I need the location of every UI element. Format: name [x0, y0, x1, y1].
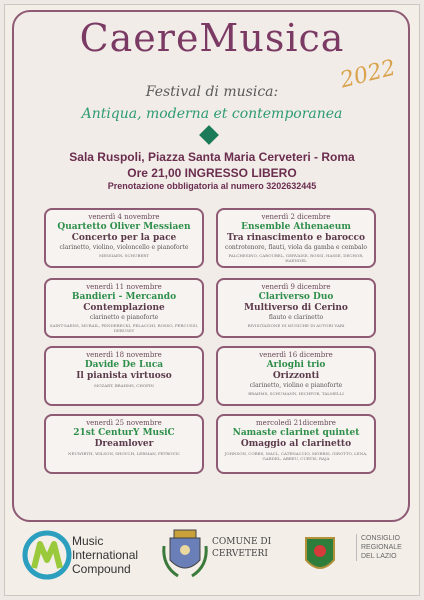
festival-title: CaereMusica: [79, 16, 345, 60]
mic-line-1: Music: [72, 534, 104, 548]
comune-line-1: COMUNE DI: [212, 537, 272, 547]
event-composers: PALCHESINO, CAROUBEL, GERVAISE, ROSSI, HASSE, DECHOR, HAENDEL: [228, 253, 364, 263]
event-theme: Multiverso di Cerino: [244, 303, 348, 313]
festival-subtitle: Antiqua, moderna et contemporanea: [81, 106, 343, 122]
event-performer: Bandieri - Mercando: [71, 292, 177, 302]
event-date: venerdì 4 novembre: [88, 213, 160, 221]
regione-line-2: REGIONALE: [361, 544, 402, 551]
event-performer: Namaste clarinet quintet: [232, 428, 360, 438]
event-instruments: controtenore, flauti, viola da gamba e cembalo: [224, 244, 368, 251]
event-theme: Orizzonti: [272, 371, 320, 381]
event-card: [216, 346, 376, 406]
event-theme: Concerto per la pace: [71, 233, 177, 243]
event-theme: Dreamlover: [94, 439, 154, 449]
event-date: venerdì 11 novembre: [86, 283, 162, 291]
event-instruments: clarinetto e pianoforte: [89, 314, 159, 321]
event-performer: Clariverso Duo: [258, 292, 334, 302]
comune-logo-text: [212, 536, 271, 560]
event-card: [44, 414, 204, 474]
event-card: [44, 278, 204, 338]
event-instruments: flauto e clarinetto: [268, 314, 324, 321]
event-date: venerdì 16 dicembre: [259, 351, 333, 359]
regione-logo-text: [356, 534, 402, 561]
event-date: venerdì 18 novembre: [86, 351, 162, 359]
event-card: [44, 346, 204, 406]
event-performer: Arloghi trio: [266, 360, 326, 370]
regione-lazio-crest-icon: [300, 534, 340, 578]
event-composers: RIVISITAZIONE DI MUSICHE DI AUTORI VARI: [247, 323, 345, 328]
cerveteri-crest-icon: [160, 526, 210, 582]
event-card: [216, 278, 376, 338]
event-composers: NEUWIRTH, WILSON, SHOVCH, LERMAN, PETROVIC: [67, 451, 181, 456]
mic-line-2: International: [72, 548, 139, 562]
event-composers: MOZART, BRAHMS, CHOPIN: [94, 383, 154, 388]
event-instruments: clarinetto, violino, violoncello e pianoforte: [59, 244, 189, 251]
event-composers: BRAHMS, SCHUMANN, HICHFOR, TALMELLI: [248, 391, 344, 396]
regione-line-3: DEL LAZIO: [361, 553, 397, 560]
mic-logo-text: [72, 534, 138, 576]
event-theme: Tra rinascimento e barocco: [226, 233, 366, 243]
event-instruments: clarinetto, violino e pianoforte: [249, 382, 343, 389]
mic-line-3: Compound: [72, 562, 131, 576]
booking-text: Prenotazione obbligatoria al numero 3202632445: [107, 181, 317, 191]
event-composers: MESSIAEN, SCHUBERT: [99, 253, 149, 258]
event-date: venerdì 25 novembre: [86, 419, 162, 427]
event-performer: Davide De Luca: [84, 360, 164, 370]
event-performer: Ensemble Athenaeum: [241, 222, 351, 232]
sponsor-bar: [0, 520, 424, 590]
event-card: [216, 208, 376, 268]
event-composers: JOHNSON, CORBS, MACL, CATENACCIO, MORRIS, GIROTTO, LENA, GARDEL, ABREU, CURTIS, RAJA: [224, 451, 368, 461]
time-text: Ore 21,00 INGRESSO LIBERO: [127, 166, 297, 180]
event-card: [216, 414, 376, 474]
event-theme: Omaggio al clarinetto: [240, 439, 352, 449]
venue-text: Sala Ruspoli, Piazza Santa Maria Cerveteri - Roma: [69, 150, 355, 164]
event-composers: SAINT-SAENS, MURAIL, PENDERECKI, PELACCHI, ROSSO, PERCUSSI, DEBUSSY: [49, 323, 199, 333]
festival-year: 2022: [337, 55, 399, 94]
event-performer: 21st CenturY MusiC: [73, 428, 175, 438]
event-date: mercoledì 21dicembre: [256, 419, 336, 427]
event-date: venerdì 9 dicembre: [261, 283, 331, 291]
festival-line: Festival di musica:: [145, 84, 279, 100]
comune-line-2: CERVETERI: [212, 549, 268, 559]
event-theme: Il pianista virtuoso: [76, 371, 172, 381]
event-date: venerdì 2 dicembre: [261, 213, 331, 221]
music-international-compound-logo-icon: [22, 530, 72, 580]
regione-line-1: CONSIGLIO: [361, 535, 400, 542]
event-performer: Quartetto Oliver Messiaen: [57, 222, 191, 232]
event-card: [44, 208, 204, 268]
event-theme: Contemplazione: [83, 303, 165, 313]
